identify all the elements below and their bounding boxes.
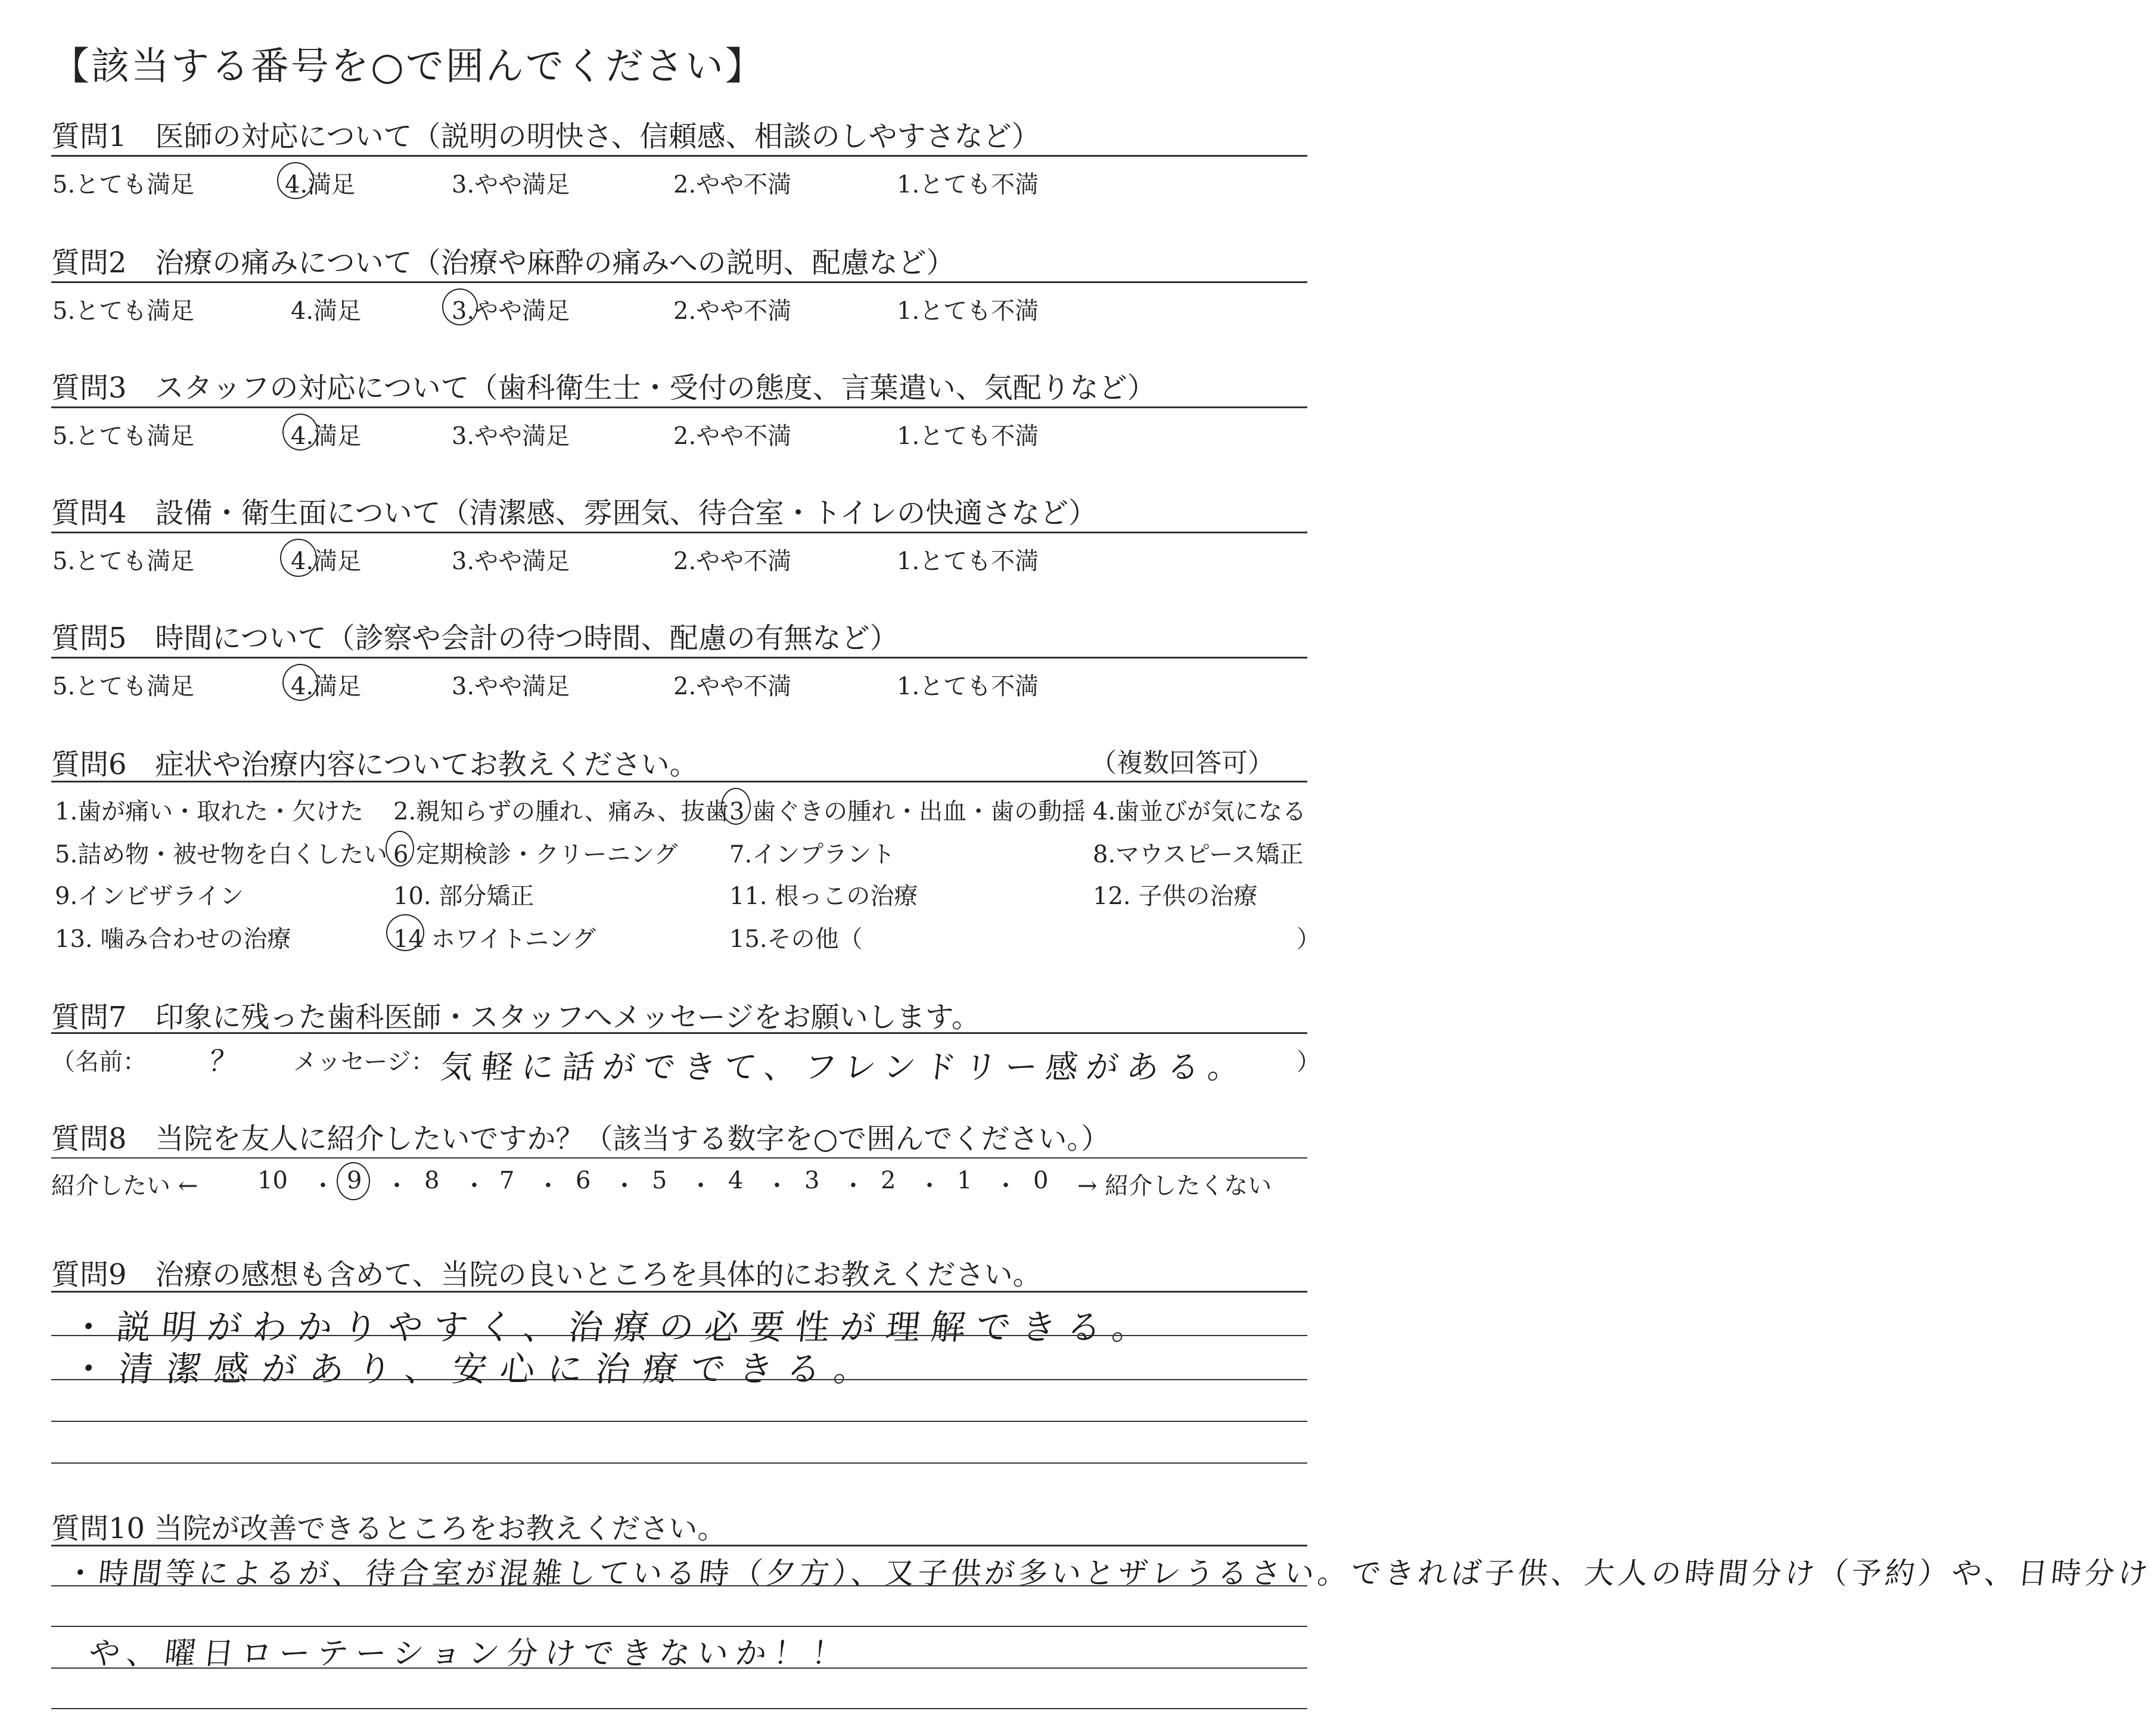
question-10-title: 質問10 当院が改善できるところをお教えください。 bbox=[51, 1512, 726, 1545]
q9-line-2 bbox=[51, 1335, 1307, 1336]
q6-item-3-circle bbox=[721, 788, 751, 825]
q1-option-5[interactable]: 5.とても満足 bbox=[52, 171, 195, 198]
q2-option-4[interactable]: 4.満足 bbox=[291, 297, 362, 325]
q7-message-value[interactable]: 気軽に話ができて、フレンドリー感がある。 bbox=[439, 1048, 1251, 1086]
q4-option-2[interactable]: 2.やや不満 bbox=[673, 548, 792, 575]
q8-left-label: 紹介したい ← bbox=[51, 1172, 198, 1200]
q4-option-1[interactable]: 1.とても不満 bbox=[897, 548, 1039, 575]
q9-answer-2[interactable]: ・清潔感があり、安心に治療できる。 bbox=[69, 1349, 884, 1389]
q9-line-5 bbox=[51, 1462, 1307, 1464]
q2-option-3[interactable]: 3.やや満足 bbox=[452, 297, 570, 325]
q8-score-4[interactable]: 4 bbox=[728, 1167, 744, 1194]
question-8-title: 質問8 当院を友人に紹介したいですか？（該当する数字を○で囲んでください。） bbox=[51, 1122, 1110, 1156]
question-6-rule bbox=[51, 781, 1307, 782]
q8-dot-10: ・ bbox=[994, 1172, 1018, 1200]
q8-score-10[interactable]: 10 bbox=[257, 1167, 288, 1194]
q4-option-4[interactable]: 4.満足 bbox=[291, 548, 362, 575]
q8-score-1[interactable]: 1 bbox=[957, 1167, 972, 1194]
question-1-title: 質問1 医師の対応について（説明の明快さ、信頼感、相談のしやすさなど） bbox=[51, 120, 1040, 153]
q10-answer-1[interactable]: ・時間等によるが、待合室が混雑している時（夕方）、又子供が多いとザレうるさい。できれば子供、大人の時間分け（予約）や、日時分け bbox=[63, 1556, 2153, 1591]
q3-option-3[interactable]: 3.やや満足 bbox=[452, 423, 570, 450]
q4-option-5[interactable]: 5.とても満足 bbox=[52, 548, 195, 575]
q6-item-2[interactable]: 2.親知らずの腫れ、痛み、抜歯 bbox=[393, 798, 729, 825]
q6-item-5[interactable]: 5.詰め物・被せ物を白くしたい bbox=[55, 841, 388, 868]
q5-selected-circle bbox=[282, 664, 318, 701]
q4-selected-circle bbox=[280, 539, 317, 577]
q7-close: ） bbox=[1297, 1048, 1320, 1076]
q8-score-6[interactable]: 6 bbox=[576, 1167, 591, 1194]
question-2-options bbox=[0, 292, 1373, 328]
q8-dot-5: ・ bbox=[613, 1172, 636, 1200]
q6-item-14-circle bbox=[386, 914, 424, 951]
q3-option-2[interactable]: 2.やや不満 bbox=[673, 423, 792, 450]
q3-option-4[interactable]: 4.満足 bbox=[291, 423, 362, 450]
q5-option-2[interactable]: 2.やや不満 bbox=[673, 673, 792, 700]
question-8-rule bbox=[51, 1157, 1307, 1159]
q6-item-15-close: ） bbox=[1297, 926, 1320, 953]
q6-item-9[interactable]: 9.インビザライン bbox=[55, 883, 244, 910]
q6-item-1[interactable]: 1.歯が痛い・取れた・欠けた bbox=[55, 798, 364, 825]
q3-option-1[interactable]: 1.とても不満 bbox=[897, 423, 1039, 450]
q3-selected-circle bbox=[282, 414, 318, 451]
q5-option-4[interactable]: 4.満足 bbox=[291, 673, 362, 700]
question-3-rule bbox=[51, 406, 1307, 408]
q6-item-3[interactable]: 3 歯ぐきの腫れ・出血・歯の動揺 bbox=[729, 798, 1086, 825]
q10-line-1 bbox=[51, 1545, 1307, 1546]
question-7-message-row bbox=[0, 1043, 1373, 1091]
q9-line-4 bbox=[51, 1421, 1307, 1422]
q8-dot-6: ・ bbox=[689, 1172, 713, 1200]
q8-score-9[interactable]: 9 bbox=[347, 1167, 362, 1194]
question-5-rule bbox=[51, 657, 1307, 659]
question-9-title: 質問9 治療の感想も含めて、当院の良いところを具体的にお教えください。 bbox=[51, 1258, 1042, 1291]
q1-option-4[interactable]: 4.満足 bbox=[285, 171, 356, 198]
question-3-options bbox=[0, 417, 1373, 453]
question-5-options bbox=[0, 667, 1373, 703]
q7-message-label: メッセージ： bbox=[293, 1048, 435, 1076]
question-5-title: 質問5 時間について（診察や会計の待つ時間、配慮の有無など） bbox=[51, 622, 899, 655]
q9-answer-1[interactable]: ・説明がわかりやすく、治療の必要性が理解できる。 bbox=[69, 1307, 1160, 1347]
q9-line-1 bbox=[51, 1291, 1307, 1293]
question-8-scale-row bbox=[0, 1167, 1373, 1209]
q1-option-1[interactable]: 1.とても不満 bbox=[897, 171, 1039, 198]
question-3-title: 質問3 スタッフの対応について（歯科衛生士・受付の態度、言葉遣い、気配りなど） bbox=[51, 371, 1156, 405]
q8-score-5[interactable]: 5 bbox=[652, 1167, 667, 1194]
q8-selected-circle bbox=[337, 1162, 370, 1200]
q8-dot-3: ・ bbox=[462, 1172, 486, 1200]
q5-option-1[interactable]: 1.とても不満 bbox=[897, 673, 1039, 700]
q5-option-3[interactable]: 3.やや満足 bbox=[452, 673, 570, 700]
q6-item-11[interactable]: 11. 根っこの治療 bbox=[729, 883, 918, 910]
q8-dot-1: ・ bbox=[311, 1172, 335, 1200]
question-4-rule bbox=[51, 532, 1307, 533]
q7-name-value[interactable]: ？ bbox=[207, 1045, 246, 1078]
q10-line-4 bbox=[51, 1667, 1307, 1669]
q6-item-8[interactable]: 8.マウスピース矯正 bbox=[1093, 841, 1304, 868]
q8-dot-2: ・ bbox=[385, 1172, 409, 1200]
form-header: 【該当する番号を○で囲んでください】 bbox=[51, 45, 765, 89]
question-4-title: 質問4 設備・衛生面について（清潔感、雰囲気、待合室・トイレの快適さなど） bbox=[51, 496, 1098, 530]
question-6-title: 質問6 症状や治療内容についてお教えください。 bbox=[51, 748, 698, 781]
q6-item-14[interactable]: 14 ホワイトニング bbox=[393, 926, 596, 953]
q6-item-10[interactable]: 10. 部分矯正 bbox=[393, 883, 534, 910]
q6-item-13[interactable]: 13. 噛み合わせの治療 bbox=[55, 926, 291, 953]
q8-dot-7: ・ bbox=[765, 1172, 789, 1200]
q8-dot-9: ・ bbox=[918, 1172, 941, 1200]
question-2-rule bbox=[51, 281, 1307, 283]
q9-line-3 bbox=[51, 1379, 1307, 1380]
q10-answer-2[interactable]: や、曜日ローテーション分けできないか！！ bbox=[87, 1636, 852, 1672]
q8-right-label: → 紹介したくない bbox=[1077, 1172, 1272, 1200]
q8-score-0[interactable]: 0 bbox=[1033, 1167, 1049, 1194]
q2-selected-circle bbox=[442, 288, 478, 325]
question-4-options bbox=[0, 542, 1373, 578]
q4-option-3[interactable]: 3.やや満足 bbox=[452, 548, 570, 575]
question-6-grid bbox=[0, 793, 1373, 971]
q10-line-2 bbox=[51, 1585, 1307, 1586]
q8-score-8[interactable]: 8 bbox=[424, 1167, 440, 1194]
question-6-note: （複数回答可） bbox=[1090, 748, 1274, 778]
q1-option-2[interactable]: 2.やや不満 bbox=[673, 171, 792, 198]
q5-option-5[interactable]: 5.とても満足 bbox=[52, 673, 195, 700]
question-7-title: 質問7 印象に残った歯科医師・スタッフへメッセージをお願いします。 bbox=[51, 1001, 980, 1034]
q2-option-5[interactable]: 5.とても満足 bbox=[52, 297, 195, 325]
q3-option-5[interactable]: 5.とても満足 bbox=[52, 423, 195, 450]
q7-name-label: （名前： bbox=[51, 1048, 147, 1076]
q1-selected-circle bbox=[277, 162, 314, 199]
q8-dot-4: ・ bbox=[536, 1172, 560, 1200]
q2-option-1[interactable]: 1.とても不満 bbox=[897, 297, 1039, 325]
q6-item-6-circle bbox=[386, 831, 414, 867]
question-7-rule bbox=[51, 1032, 1307, 1034]
q10-line-3 bbox=[51, 1626, 1307, 1627]
question-2-title: 質問2 治療の痛みについて（治療や麻酔の痛みへの説明、配慮など） bbox=[51, 246, 955, 280]
q8-dot-8: ・ bbox=[841, 1172, 865, 1200]
q8-score-3[interactable]: 3 bbox=[804, 1167, 820, 1194]
q6-item-6[interactable]: 6 定期検診・クリーニング bbox=[393, 841, 678, 868]
q6-item-7[interactable]: 7.インプラント bbox=[729, 841, 896, 868]
q6-item-15[interactable]: 15.その他（ bbox=[729, 926, 863, 953]
q1-option-3[interactable]: 3.やや満足 bbox=[452, 171, 570, 198]
q8-score-2[interactable]: 2 bbox=[881, 1167, 896, 1194]
q6-item-12[interactable]: 12. 子供の治療 bbox=[1093, 883, 1258, 910]
question-1-rule bbox=[51, 155, 1307, 157]
question-1-options bbox=[0, 166, 1373, 201]
q6-item-4[interactable]: 4.歯並びが気になる bbox=[1093, 798, 1307, 825]
q2-option-2[interactable]: 2.やや不満 bbox=[673, 297, 792, 325]
q10-line-5 bbox=[51, 1708, 1307, 1709]
q8-score-7[interactable]: 7 bbox=[499, 1167, 515, 1194]
